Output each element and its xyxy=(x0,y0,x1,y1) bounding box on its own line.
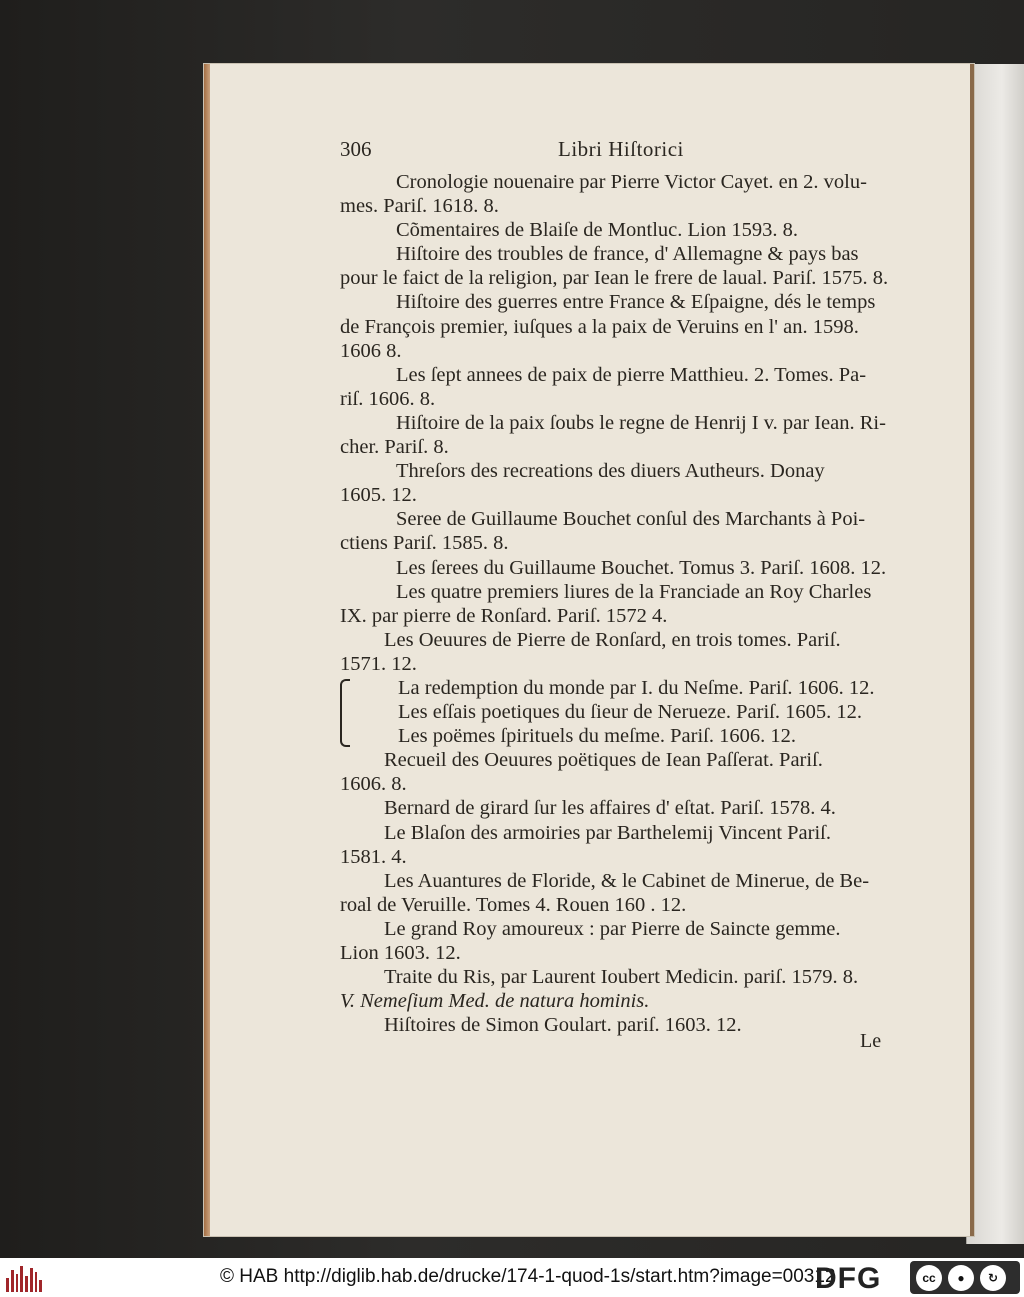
text-line: Les eſſais poetiques du ſieur de Nerueze. Pariſ. 1605. 12. xyxy=(398,701,862,724)
text-line: Seree de Guillaume Bouchet conſul des Marchants à Poi- xyxy=(396,508,866,531)
hab-logo-icon xyxy=(6,1264,42,1292)
text-line: Hiſtoire de la paix ſoubs le regne de Henrij I v. par Iean. Ri- xyxy=(396,411,886,434)
text-line: Les ſept annees de paix de pierre Matthieu. 2. Tomes. Pa- xyxy=(396,363,867,386)
text-line: Les poëmes ſpirituels du meſme. Pariſ. 1606. 12. xyxy=(398,725,796,748)
footer-credit-link[interactable]: © HAB http://diglib.hab.de/drucke/174-1-quod-1s/start.htm?image=00312 xyxy=(220,1266,836,1287)
bracket-group xyxy=(340,676,900,748)
text-line: Traite du Ris, par Laurent Ioubert Medicin. pariſ. 1579. 8. xyxy=(384,966,859,989)
text-line: Le Blaſon des armoiries par Barthelemij Vincent Pariſ. xyxy=(384,821,831,844)
text-line: V. Nemeſium Med. de natura hominis. xyxy=(340,990,650,1013)
text-line: Lion 1603. 12. xyxy=(340,942,461,964)
by-label: BY xyxy=(956,1285,966,1292)
text-line: 1581. 4. xyxy=(340,845,407,868)
text-line: Cõmentaires de Blaiſe de Montluc. Lion 1593. 8. xyxy=(396,219,798,242)
dfg-logo: DFG xyxy=(815,1262,882,1295)
text-line: Cronologie nouenaire par Pierre Victor Cayet. en 2. volu- xyxy=(396,171,867,193)
text-line: Bernard de girard ſur les affaires d' eſtat. Pariſ. 1578. 4. xyxy=(384,797,836,820)
text-line: riſ. 1606. 8. xyxy=(340,387,436,410)
text-line: Recueil des Oeuures poëtiques de Iean Paſſerat. Pariſ. xyxy=(384,749,823,772)
attribution-icon: ● xyxy=(948,1265,974,1291)
page-edge-right xyxy=(966,64,1024,1244)
page-number: 306 xyxy=(340,137,372,161)
footer-bar xyxy=(0,1258,1024,1297)
page-edge-left xyxy=(204,64,210,1236)
text-line: cher. Pariſ. 8. xyxy=(340,436,449,459)
text-line: IX. par pierre de Ronſard. Pariſ. 1572 4. xyxy=(340,604,668,627)
text-line: Les quatre premiers liures de la Franciade an Roy Charles xyxy=(396,580,872,603)
text-line: 1606 8. xyxy=(340,339,402,362)
sa-label: SA xyxy=(988,1285,998,1292)
text-line: 1605. 12. xyxy=(340,484,417,507)
text-line: 1571. 12. xyxy=(340,652,417,675)
text-line: Les Auantures de Floride, & le Cabinet de Minerue, de Be- xyxy=(384,869,870,892)
text-line: Les Oeuures de Pierre de Ronſard, en trois tomes. Pariſ. xyxy=(384,628,841,651)
text-line: roal de Veruille. Tomes 4. Rouen 160 . 12. xyxy=(340,893,687,916)
text-line: Hiſtoire des guerres entre France & Eſpaigne, dés le temps xyxy=(396,291,876,314)
text-line: ctiens Pariſ. 1585. 8. xyxy=(340,532,509,555)
text-line: Le grand Roy amoureux : par Pierre de Saincte gemme. xyxy=(384,917,841,940)
text-block xyxy=(340,170,900,1037)
text-line: mes. Pariſ. 1618. 8. xyxy=(340,195,499,218)
cc-icon: cc xyxy=(916,1265,942,1291)
catchword: Le xyxy=(860,1030,882,1052)
text-line: Hiſtoires de Simon Goulart. pariſ. 1603. 12. xyxy=(384,1014,742,1037)
text-line: Hiſtoire des troubles de france, d' Allemagne & pays bas xyxy=(396,243,859,266)
page-header xyxy=(340,137,900,169)
share-alike-icon: ↻ xyxy=(980,1265,1006,1291)
text-line: Threſors des recreations des diuers Autheurs. Donay xyxy=(396,460,825,483)
text-line: pour le faict de la religion, par Iean le frere de laual. Pariſ. 1575. 8. xyxy=(340,267,889,290)
brace-mark xyxy=(340,679,350,747)
running-title: Libri Hiſtorici xyxy=(558,137,684,161)
text-line: Les ſerees du Guillaume Bouchet. Tomus 3. Pariſ. 1608. 12. xyxy=(396,556,887,579)
text-line: de François premier, iuſques a la paix de Veruins en l' an. 1598. xyxy=(340,315,859,338)
text-line: La redemption du monde par I. du Neſme. Pariſ. 1606. 12. xyxy=(398,676,875,699)
cc-license-badge[interactable] xyxy=(910,1261,1020,1294)
text-line: 1606. 8. xyxy=(340,773,407,796)
